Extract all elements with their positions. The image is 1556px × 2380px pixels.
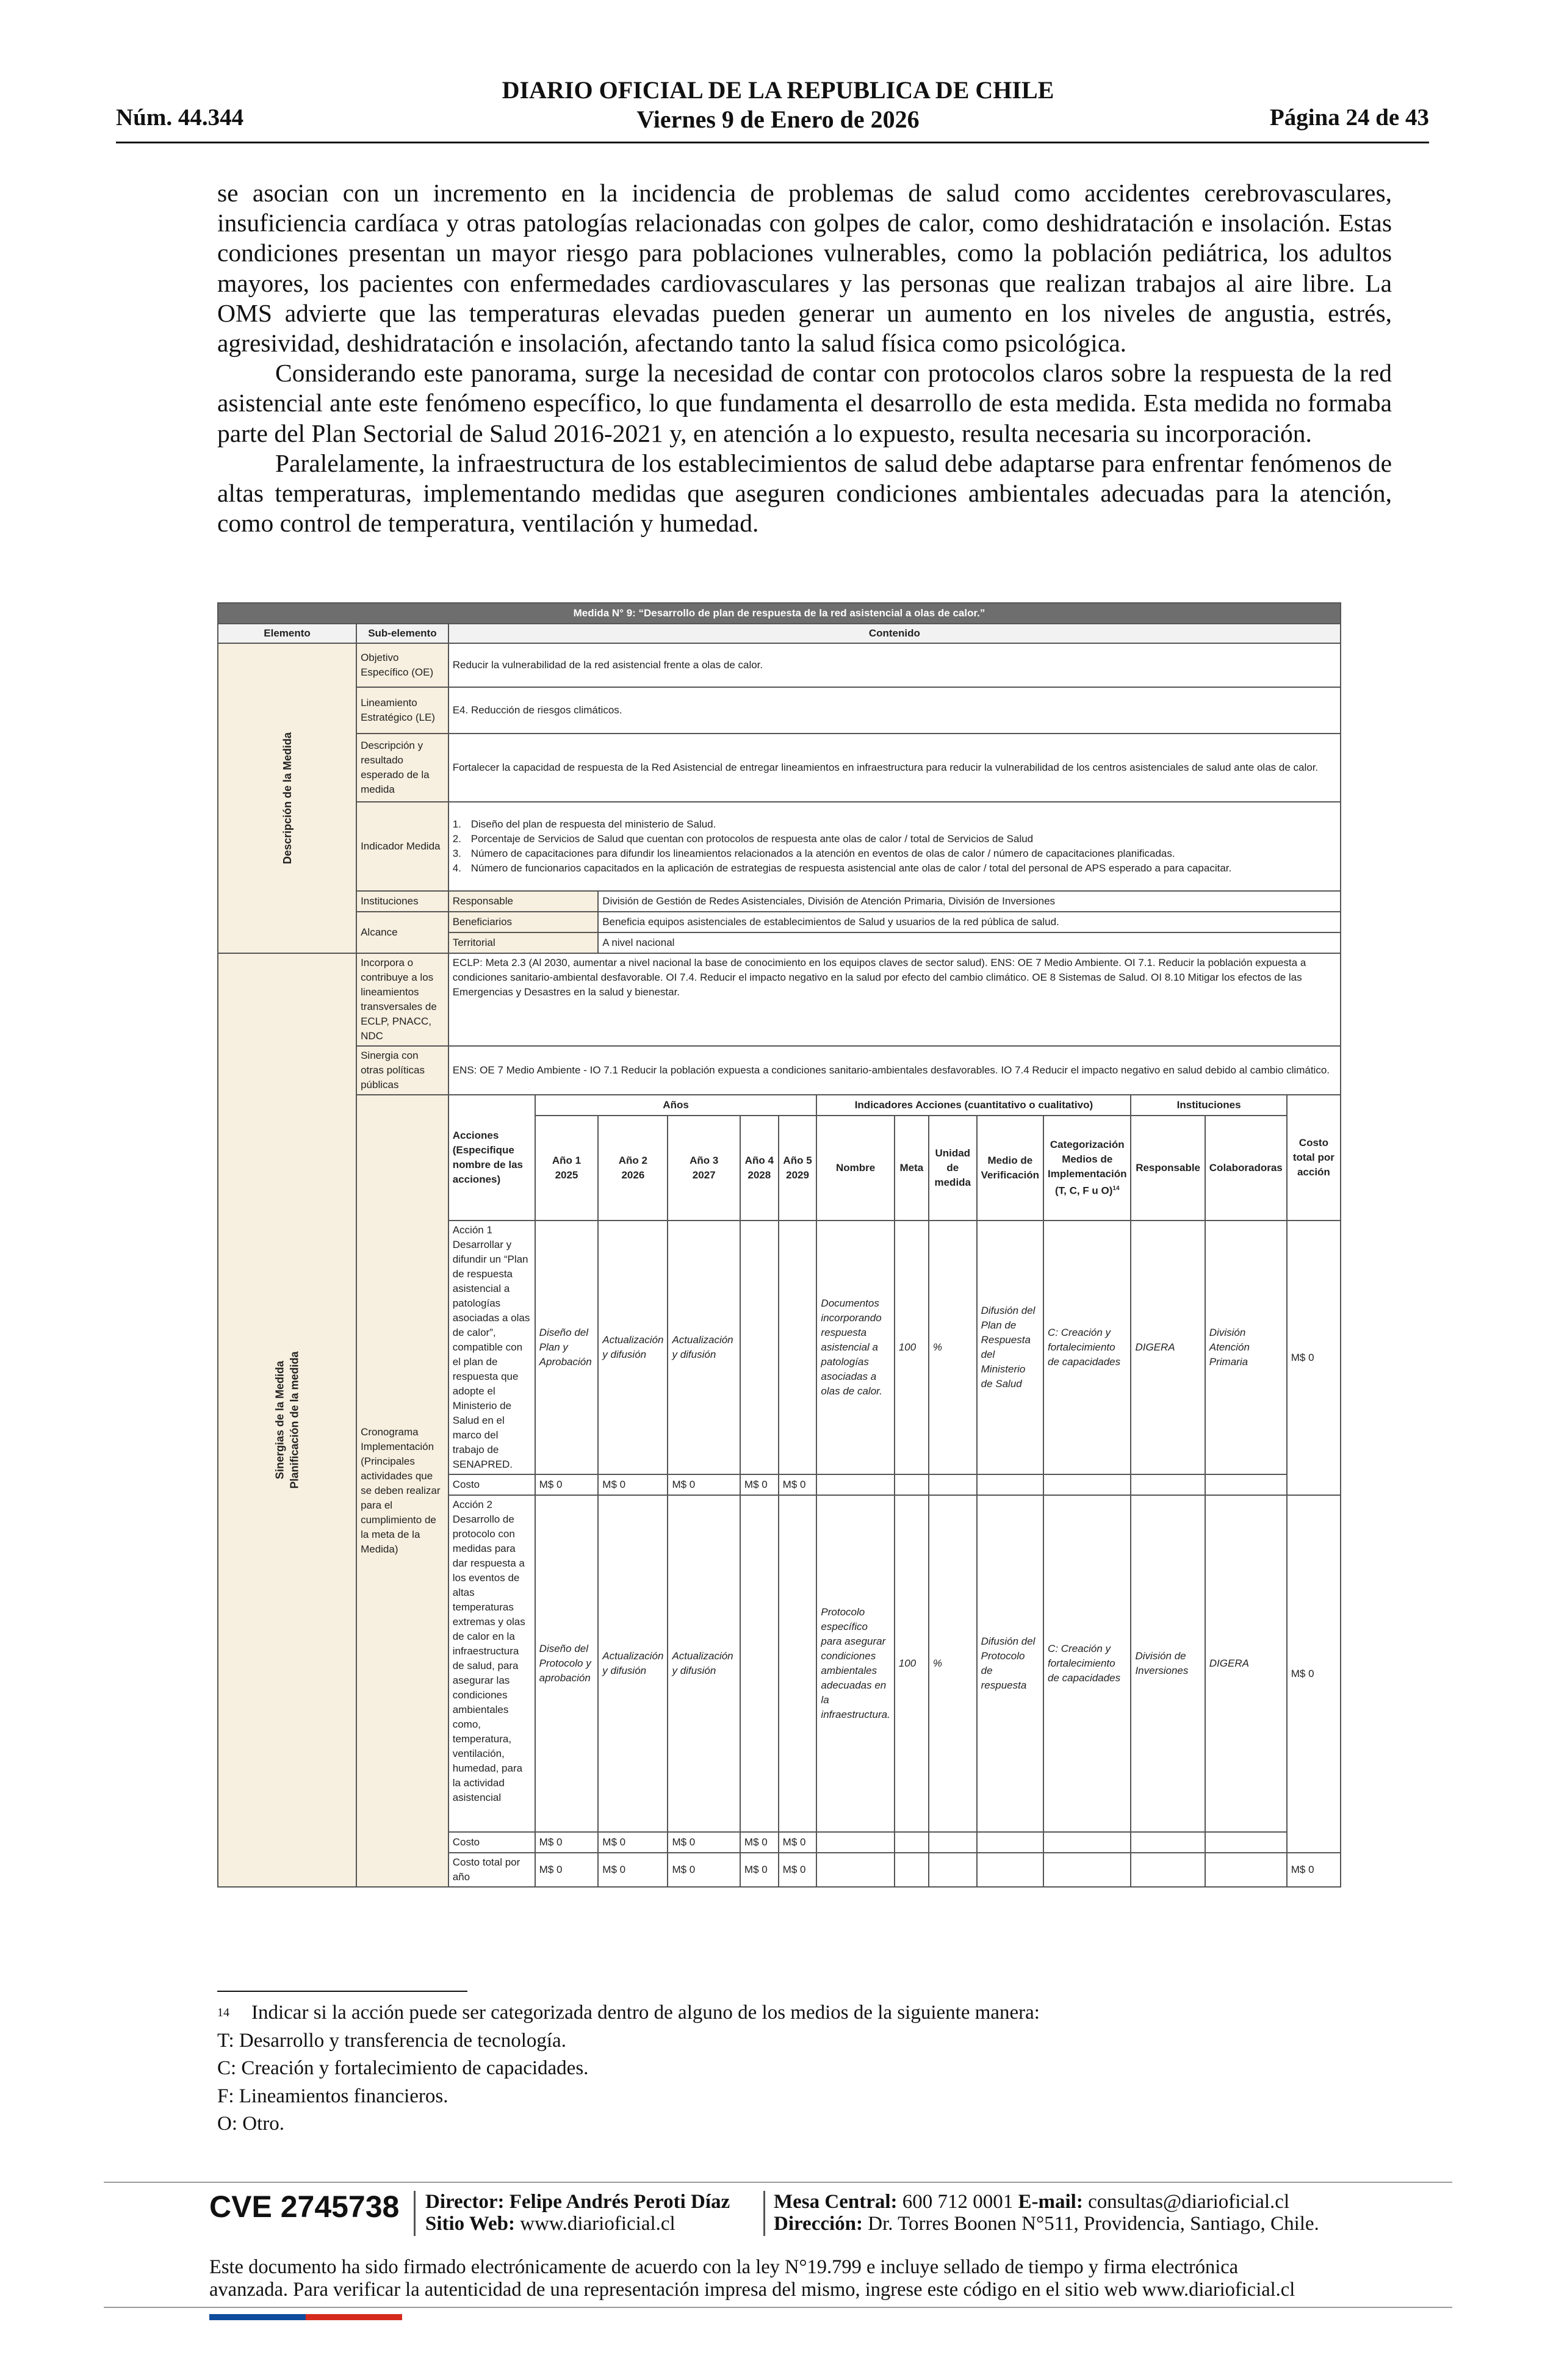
table-title: Medida N° 9: “Desarrollo de plan de respuesta de la red asistencial a olas de calor.” — [218, 603, 1341, 624]
col-header-meta: Meta — [895, 1116, 929, 1221]
cost-label: Costo — [448, 1474, 535, 1495]
footer-website-link[interactable]: www.diarioficial.cl — [520, 2213, 675, 2235]
footer-director: Director: Felipe Andrés Peroti Díaz Sitio Web: www.diarioficial.cl — [425, 2191, 730, 2235]
row-value-descripcion: Fortalecer la capacidad de respuesta de la Red Asistencial de entregar lineamientos en infraestructura para reducir la vulnerabilidad de los centros asistenciales de salud ante olas de calor. — [448, 734, 1341, 802]
footer-contact: Mesa Central: 600 712 0001 E-mail: consultas@diarioficial.cl Dirección: Dr. Torres Boonen N°511, Providencia, Santiago, Chile. — [774, 2191, 1319, 2235]
action-2-year-3: Actualización y difusión — [668, 1495, 740, 1832]
signature-notice: Este documento ha sido firmado electrónicamente de acuerdo con la ley N°19.799 e incluye sellado de tiempo y firma electrónica avanzada. Para verificar la autenticidad de una representación impresa del mismo, ingrese este código en el sitio web www.diarioficial.cl — [209, 2256, 1295, 2301]
row-label-descripcion: Descripción y resultado esperado de la medida — [356, 734, 448, 802]
total-cost-cell: M$ 0 — [1287, 1853, 1341, 1887]
action-1-year-2: Actualización y difusión — [598, 1221, 668, 1474]
row-label-instituciones: Instituciones — [356, 891, 448, 912]
cost-cell: M$ 0 — [740, 1474, 779, 1495]
total-cost-cell: M$ 0 — [740, 1853, 779, 1887]
list-item: 3. Número de capacitaciones para difundir los lineamientos relacionados a la atención en eventos de olas de calor / número de capacitaciones planificadas. — [452, 848, 1175, 859]
list-item: 4. Número de funcionarios capacitados en la aplicación de estrategias de respuesta asistencial ante olas de calor / total del personal de APS esperado a para capacitar. — [452, 862, 1232, 874]
col-header-year-4: Año 4 2028 — [740, 1116, 779, 1221]
total-cost-cell: M$ 0 — [779, 1853, 817, 1887]
total-cost-label: Costo total por año — [448, 1853, 535, 1887]
row-value-oe: Reducir la vulnerabilidad de la red asistencial frente a olas de calor. — [448, 643, 1341, 687]
flag-stripe — [209, 2314, 402, 2320]
row-label-indicador: Indicador Medida — [356, 802, 448, 891]
total-cost-cell: M$ 0 — [535, 1853, 599, 1887]
col-header-contenido: Contenido — [448, 624, 1341, 643]
action-2-colaboradoras: DIGERA — [1205, 1495, 1287, 1832]
col-header-subelemento: Sub-elemento — [356, 624, 448, 643]
cost-cell: M$ 0 — [535, 1832, 599, 1853]
col-header-acciones: Acciones (Especifique nombre de las acciones) — [448, 1095, 535, 1221]
cost-cell: M$ 0 — [598, 1832, 668, 1853]
cost-label: Costo — [448, 1832, 535, 1853]
flag-red-segment — [306, 2314, 402, 2320]
row-label-sinergia: Sinergia con otras políticas públicas — [356, 1046, 448, 1095]
action-1-unidad: % — [929, 1221, 977, 1474]
row-label-responsable: Responsable — [448, 891, 599, 912]
footer-separator — [763, 2191, 765, 2236]
action-2-year-5 — [779, 1495, 817, 1832]
cost-cell: M$ 0 — [779, 1832, 817, 1853]
col-header-medio: Medio de Verificación — [977, 1116, 1043, 1221]
total-cost-cell: M$ 0 — [598, 1853, 668, 1887]
col-header-responsable: Responsable — [1131, 1116, 1205, 1221]
row-label-oe: Objetivo Específico (OE) — [356, 643, 448, 687]
group-label-descripcion: Descripción de la Medida — [218, 643, 356, 953]
col-header-nombre: Nombre — [816, 1116, 894, 1221]
col-header-year-2: Año 2 2026 — [598, 1116, 668, 1221]
action-2-responsable: División de Inversiones — [1131, 1495, 1205, 1832]
action-1-year-5 — [779, 1221, 817, 1474]
cve-code: CVE 2745738 — [209, 2190, 400, 2224]
cost-cell: M$ 0 — [779, 1474, 817, 1495]
footnote-divider — [217, 1991, 467, 1992]
cost-cell: M$ 0 — [598, 1474, 668, 1495]
col-header-year-1: Año 1 2025 — [535, 1116, 599, 1221]
footer-divider — [104, 2307, 1452, 2308]
list-item: 2. Porcentaje de Servicios de Salud que cuentan con protocolos de respuesta ante olas de calor / total de Servicios de Salud — [452, 833, 1034, 845]
footnote-text: C: Creación y fortalecimiento de capacidades. — [217, 2057, 589, 2079]
row-value-sinergia: ENS: OE 7 Medio Ambiente - IO 7.1 Reducir la población expuesta a condiciones sanitario-ambientales desfavorables. IO 7.4 Reducir el impacto negativo en salud debido al cambio climático. — [448, 1046, 1341, 1095]
page-number: Página 24 de 43 — [1269, 104, 1429, 131]
col-header-categorizacion: Categorización Medios de Implementación (T, C, F u O)$^{14}$ — [1043, 1116, 1131, 1221]
cost-cell: M$ 0 — [668, 1832, 740, 1853]
col-header-year-3: Año 3 2027 — [668, 1116, 740, 1221]
col-header-year-5: Año 5 2029 — [779, 1116, 817, 1221]
flag-blue-segment — [209, 2314, 306, 2320]
action-2-unidad: % — [929, 1495, 977, 1832]
row-label-cronograma: Cronograma Implementación (Principales actividades que se deben realizar para el cumplimiento de la meta de la Medida) — [356, 1095, 448, 1887]
row-label-beneficiarios: Beneficiarios — [448, 912, 599, 932]
cost-cell: M$ 0 — [740, 1832, 779, 1853]
action-2-medio: Difusión del Protocolo de respuesta — [977, 1495, 1043, 1832]
total-cost-cell: M$ 0 — [668, 1853, 740, 1887]
action-2-costo: M$ 0 — [1287, 1495, 1341, 1853]
masthead-date: Viernes 9 de Enero de 2026 — [636, 106, 920, 133]
action-2-nombre: Protocolo específico para asegurar condiciones ambientales adecuadas en la infraestructura. — [816, 1495, 894, 1832]
row-label-incorpora: Incorpora o contribuye a los lineamientos transversales de ECLP, PNACC, NDC — [356, 953, 448, 1046]
action-2-year-1: Diseño del Protocolo y aprobación — [535, 1495, 599, 1832]
footnote — [217, 1999, 1392, 2138]
footnote-number: 14 — [217, 2006, 229, 2019]
col-header-instituciones: Instituciones — [1131, 1095, 1286, 1116]
col-header-anios: Años — [535, 1095, 817, 1116]
measure-table — [217, 602, 1341, 1900]
action-1-description: Acción 1 Desarrollar y difundir un “Plan de respuesta asistencial a patologías asociadas a olas de calor”, compatible con el plan de respuesta que adopte el Ministerio de Salud en el marco del trabajo de SENAPRED. — [448, 1221, 535, 1474]
action-1-year-3: Actualización y difusión — [668, 1221, 740, 1474]
col-header-elemento: Elemento — [218, 624, 356, 643]
footnote-text: O: Otro. — [217, 2113, 284, 2135]
col-header-indicadores: Indicadores Acciones (cuantitativo o cualitativo) — [816, 1095, 1131, 1116]
footnote-text: Indicar si la acción puede ser categorizada dentro de alguno de los medios de la siguiente manera: — [251, 2002, 1040, 2024]
action-1-medio: Difusión del Plan de Respuesta del Ministerio de Salud — [977, 1221, 1043, 1474]
footer-separator — [414, 2191, 416, 2236]
col-header-costo: Costo total por acción — [1287, 1095, 1341, 1221]
row-value-beneficiarios: Beneficia equipos asistenciales de establecimientos de Salud y usuarios de la red pública de salud. — [598, 912, 1341, 932]
action-2-description: Acción 2 Desarrollo de protocolo con medidas para dar respuesta a los eventos de altas temperaturas extremas y olas de calor en la infraestructura de salud, para asegurar las condiciones ambientales como, temperatura, ventilación, humedad, para la actividad asistencial — [448, 1495, 535, 1832]
action-1-responsable: DIGERA — [1131, 1221, 1205, 1474]
paragraph: se asocian con un incremento en la incidencia de problemas de salud como accidentes cerebrovasculares, insuficiencia cardíaca y otras patologías relacionadas con golpes de calor, como deshidratación e insolación. Estas condiciones presentan un mayor riesgo para poblaciones vulnerables, como la población pediátrica, los adultos mayores, los pacientes con enfermedades cardiovasculares y las personas que realizan trabajos al aire libre. La OMS advierte que las temperaturas elevadas pueden generar un aumento en los niveles de angustia, estrés, agresividad, deshidratación e insolación, afectando tanto la salud física como psicológica. — [217, 179, 1392, 358]
action-1-nombre: Documentos incorporando respuesta asistencial a patologías asociadas a olas de calor. — [816, 1221, 894, 1474]
action-1-categorizacion: C: Creación y fortalecimiento de capacidades — [1043, 1221, 1131, 1474]
indicator-list — [448, 802, 1341, 891]
row-value-responsable: División de Gestión de Redes Asistenciales, División de Atención Primaria, División de Inversiones — [598, 891, 1341, 912]
body-text — [217, 178, 1392, 538]
action-1-meta: 100 — [895, 1221, 929, 1474]
action-1-year-4 — [740, 1221, 779, 1474]
cost-cell: M$ 0 — [668, 1474, 740, 1495]
masthead-title: DIARIO OFICIAL DE LA REPUBLICA DE CHILE — [502, 76, 1054, 104]
footer-divider — [104, 2182, 1452, 2183]
action-1-colaboradoras: División Atención Primaria — [1205, 1221, 1287, 1474]
header-divider — [116, 142, 1429, 143]
col-header-unidad: Unidad de medida — [929, 1116, 977, 1221]
footnote-text: F: Lineamientos financieros. — [217, 2085, 448, 2107]
row-label-le: Lineamiento Estratégico (LE) — [356, 687, 448, 734]
row-value-le: E4. Reducción de riesgos climáticos. — [448, 687, 1341, 734]
paragraph: Considerando este panorama, surge la necesidad de contar con protocolos claros sobre la respuesta de la red asistencial ante este fenómeno específico, lo que fundamenta el desarrollo de esta medida. Esta medida no formaba parte del Plan Sectorial de Salud 2016-2021 y, en atención a lo expuesto, resulta necesaria su incorporación. — [217, 359, 1392, 447]
issue-number: Núm. 44.344 — [116, 104, 244, 131]
action-1-costo: M$ 0 — [1287, 1221, 1341, 1495]
action-2-year-2: Actualización y difusión — [598, 1495, 668, 1832]
group-label-sinergias: Sinergias de la Medida Planificación de la medida — [218, 953, 356, 1887]
action-2-categorizacion: C: Creación y fortalecimiento de capacidades — [1043, 1495, 1131, 1832]
row-value-incorpora: ECLP: Meta 2.3 (Al 2030, aumentar a nivel nacional la base de conocimiento en los equipos claves de sector salud). ENS: OE 7 Medio Ambiente. OI 7.1. Reducir la población expuesta a condiciones sanitario-ambiental desfavorable. OI 7.4. Reducir el impacto negativo en la salud por efecto del cambio climático. OE 8 Sistemas de Salud. OI 8.10 Mitigar los efectos de las Emergencias y Desastres en la salud y bienestar. — [448, 953, 1341, 1046]
row-value-territorial: A nivel nacional — [598, 932, 1341, 953]
action-2-meta: 100 — [895, 1495, 929, 1832]
action-1-year-1: Diseño del Plan y Aprobación — [535, 1221, 599, 1474]
list-item: 1. Diseño del plan de respuesta del ministerio de Salud. — [452, 818, 716, 830]
cost-cell: M$ 0 — [535, 1474, 599, 1495]
row-label-alcance: Alcance — [356, 912, 448, 953]
col-header-colaboradoras: Colaboradoras — [1205, 1116, 1287, 1221]
footnote-text: T: Desarrollo y transferencia de tecnología. — [217, 2029, 566, 2052]
paragraph: Paralelamente, la infraestructura de los establecimientos de salud debe adaptarse para enfrentar fenómenos de altas temperaturas, implementando medidas que aseguren condiciones ambientales adecuadas para la atención, como control de temperatura, ventilación y humedad. — [217, 449, 1392, 538]
row-label-territorial: Territorial — [448, 932, 599, 953]
action-2-year-4 — [740, 1495, 779, 1832]
footer-email-link[interactable]: consultas@diarioficial.cl — [1088, 2191, 1290, 2213]
